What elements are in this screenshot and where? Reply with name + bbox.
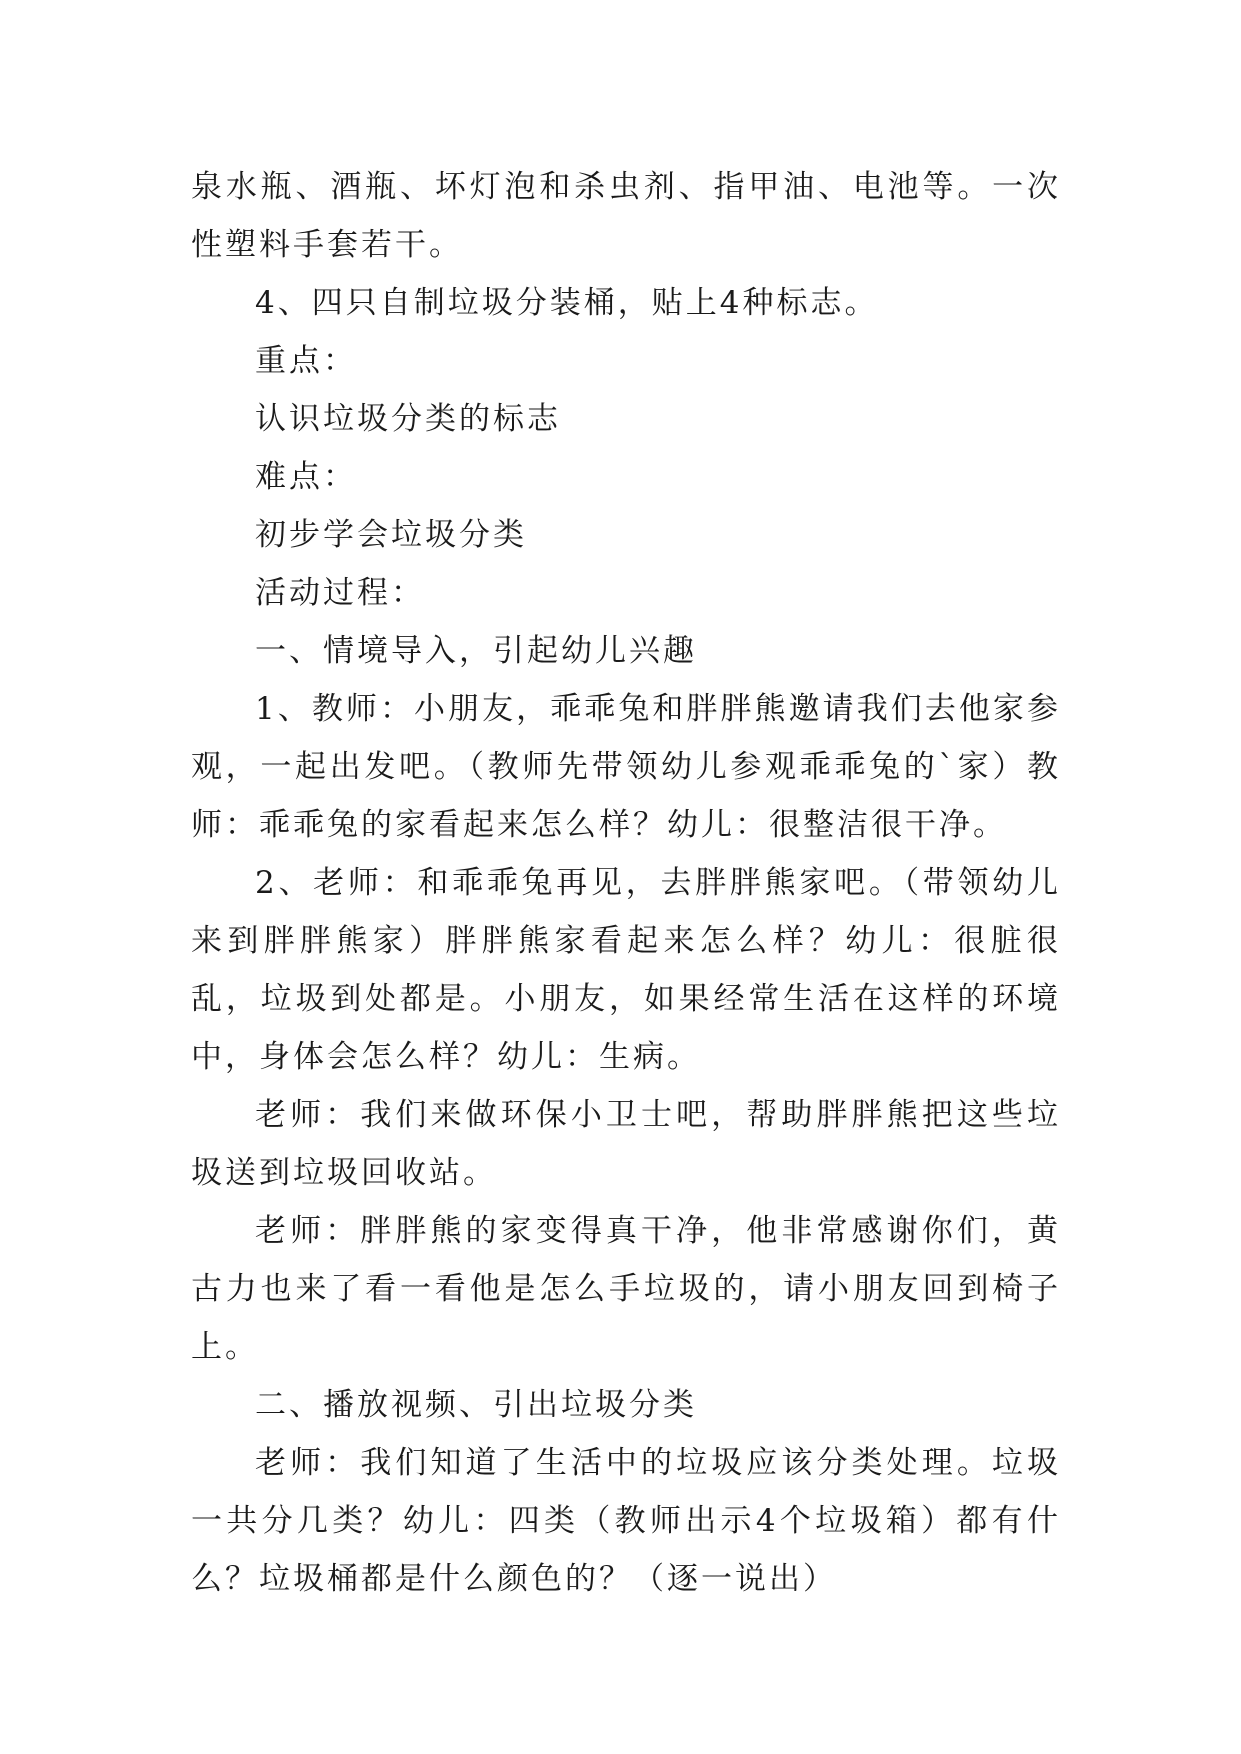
section-heading-2: 二、播放视频、引出垃圾分类 bbox=[255, 1387, 697, 1423]
paragraph-teacher-2: 老师：胖胖熊的家变得真干净，他非常感谢你们，黄古力也来了看一看他是怎么手垃圾的，请小朋友回到椅子上。 bbox=[191, 1213, 1061, 1365]
document-body bbox=[191, 158, 1061, 1608]
heading-activity-process: 活动过程： bbox=[255, 575, 425, 611]
heading-key-point: 重点： bbox=[255, 343, 357, 379]
paragraph-teacher-3: 老师：我们知道了生活中的垃圾应该分类处理。垃圾一共分几类？幼儿：四类（教师出示4个垃圾箱）都有什么？垃圾桶都是什么颜色的？（逐一说出） bbox=[191, 1445, 1061, 1597]
heading-difficulty: 难点： bbox=[255, 459, 357, 495]
paragraph-key-point: 认识垃圾分类的标志 bbox=[255, 401, 561, 437]
section-heading-1: 一、情境导入，引起幼儿兴趣 bbox=[255, 633, 697, 669]
paragraph-teacher-1: 老师：我们来做环保小卫士吧，帮助胖胖熊把这些垃圾送到垃圾回收站。 bbox=[191, 1097, 1061, 1191]
paragraph-materials-item-4: 4、四只自制垃圾分装桶，贴上4种标志。 bbox=[255, 285, 879, 321]
paragraph-difficulty: 初步学会垃圾分类 bbox=[255, 517, 527, 553]
paragraph-continuation: 泉水瓶、酒瓶、坏灯泡和杀虫剂、指甲油、电池等。一次性塑料手套若干。 bbox=[191, 169, 1061, 263]
paragraph-step-1: 1、教师：小朋友，乖乖兔和胖胖熊邀请我们去他家参观，一起出发吧。（教师先带领幼儿参观乖乖兔的`家）教师：乖乖兔的家看起来怎么样？幼儿：很整洁很干净。 bbox=[191, 691, 1061, 843]
paragraph-step-2: 2、老师：和乖乖兔再见，去胖胖熊家吧。（带领幼儿来到胖胖熊家）胖胖熊家看起来怎么样？幼儿：很脏很乱，垃圾到处都是。小朋友，如果经常生活在这样的环境中，身体会怎么样？幼儿：生病。 bbox=[191, 865, 1061, 1075]
